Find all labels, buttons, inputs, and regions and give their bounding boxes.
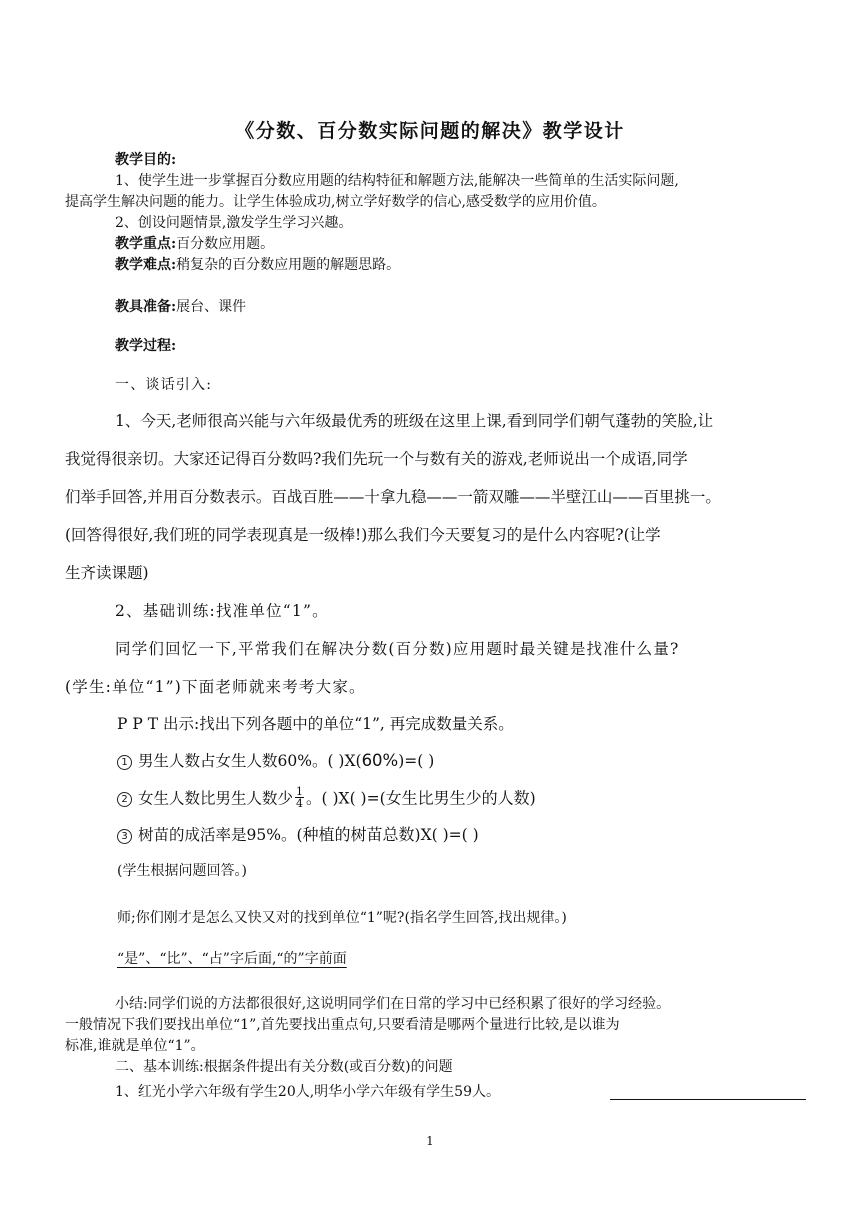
summary-line-3: 标准,谁就是单位“1”。 <box>65 1038 205 1054</box>
exercise-1: 1、红光小学六年级有学生20人,明华小学六年级有学生59人。 <box>115 1084 500 1100</box>
question-1 <box>117 751 434 771</box>
question-3-marker: 3 <box>117 829 132 844</box>
summary-line-2: 一般情况下我们要找出单位“1”,首先要找出重点句,只要看清是哪两个量进行比较,是以谁为 <box>65 1017 620 1033</box>
question-2-text-a: 女生人数比男生人数少 <box>138 789 294 808</box>
key-points-text: 百分数应用题。 <box>176 236 275 252</box>
tools-label: 教具准备: <box>115 299 177 315</box>
intro-line-5: 生齐读课题) <box>65 564 149 582</box>
fraction-one-quarter <box>295 786 304 809</box>
page-number: 1 <box>426 1134 434 1148</box>
tools-text: 展台、课件 <box>176 299 247 315</box>
question-3-text-a: 树苗的成活率是95%。( <box>138 826 303 844</box>
section-1-heading: 一、谈话引入: <box>115 377 213 393</box>
question-3-answer: 种植的树苗总数 <box>302 825 415 844</box>
fraction-denominator: 4 <box>296 797 304 810</box>
document-title: 《分数、百分数实际问题的解决》教学设计 <box>235 120 625 142</box>
question-2 <box>117 785 536 811</box>
student-answer-note: (学生根据问题回答。) <box>117 863 247 879</box>
objectives-heading: 教学目的: <box>115 152 177 168</box>
question-3 <box>117 825 479 845</box>
question-1-tail: )=( ) <box>398 752 435 770</box>
question-2-answer: 女生比男生少的人数 <box>385 788 530 808</box>
question-3-text-b: )X( )=( ) <box>414 826 479 844</box>
key-points <box>115 234 274 254</box>
question-1-marker: 1 <box>117 755 132 770</box>
difficulty-label: 教学难点: <box>115 257 177 273</box>
teacher-question: 师;你们刚才是怎么又快又对的找到单位“1”呢?(指名学生回答,找出规律。) <box>117 910 567 926</box>
fraction-numerator: 1 <box>296 785 304 798</box>
intro-line-1: 1、今天,老师很高兴能与六年级最优秀的班级在这里上课,看到同学们朝气蓬勃的笑脸,让 <box>115 412 714 430</box>
question-1-text: 男生人数占女生人数60%。( )X( <box>138 752 362 770</box>
answer-blank-line <box>610 1099 806 1100</box>
section-2-heading: 二、基本训练:根据条件提出有关分数(或百分数)的问题 <box>115 1059 453 1075</box>
intro-line-4: (回答得很好,我们班的同学表现真是一级棒!)那么我们今天要复习的是什么内容呢?(让学 <box>65 526 661 544</box>
question-2-text-b: 。( )X( )=( <box>306 789 386 808</box>
process-heading: 教学过程: <box>115 338 177 354</box>
key-points-label: 教学重点: <box>115 236 177 252</box>
difficulty <box>115 255 400 275</box>
question-1-value: 60% <box>361 751 399 770</box>
ppt-intro: P P T 出示:找出下列各题中的单位“1”, 再完成数量关系。 <box>117 715 514 733</box>
objective-1-line-2: 提高学生解决问题的能力。让学生体验成功,树立学好数学的信心,感受数学的应用价值。 <box>65 194 606 210</box>
objective-1-line-1: 1、使学生进一步掌握百分数应用题的结构特征和解题方法,能解决一些简单的生活实际问题, <box>115 173 679 189</box>
recall-line-2: (学生:单位“1”)下面老师就来考考大家。 <box>65 678 366 696</box>
unit-one-rule: “是”、“比”、“占”字后面,“的”字前面 <box>117 951 347 967</box>
recall-line-1: 同学们回忆一下,平常我们在解决分数(百分数)应用题时最关键是找准什么量? <box>115 640 680 658</box>
summary-line-1: 小结:同学们说的方法都很很好,这说明同学们在日常的学习中已经积累了很好的学习经验。 <box>115 996 671 1012</box>
question-2-marker: 2 <box>117 792 132 807</box>
objective-2: 2、创设问题情景,激发学生学习兴趣。 <box>115 215 353 231</box>
difficulty-text: 稍复杂的百分数应用题的解题思路。 <box>176 257 401 273</box>
intro-line-3: 们举手回答,并用百分数表示。百战百胜——十拿九稳——一箭双雕——半壁江山——百里挑一。 <box>65 488 721 506</box>
intro-line-2: 我觉得很亲切。大家还记得百分数吗?我们先玩一个与数有关的游戏,老师说出一个成语,同学 <box>65 450 688 468</box>
tools <box>115 297 246 317</box>
question-2-tail: ) <box>529 789 536 808</box>
basic-training-heading: 2、基础训练:找准单位“1”。 <box>115 602 329 620</box>
